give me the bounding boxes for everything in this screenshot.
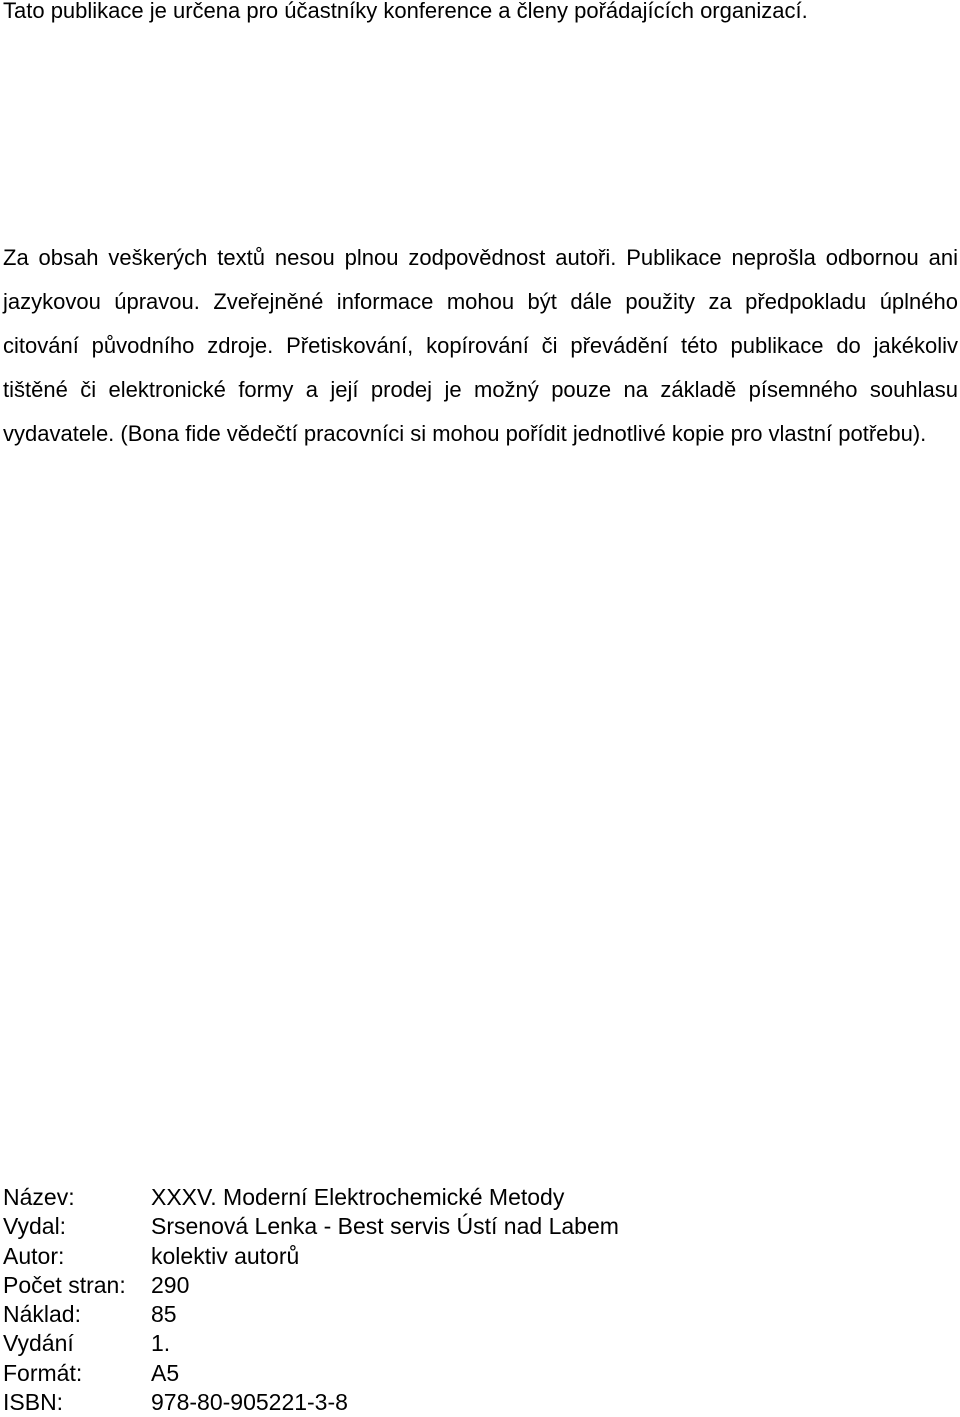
intro-paragraph: Tato publikace je určena pro účastníky konference a členy pořádajících organizací. xyxy=(3,0,808,23)
colophon-row-title xyxy=(3,1183,943,1212)
colophon-label: Vydal: xyxy=(3,1213,67,1240)
copyright-notice-paragraph: Za obsah veškerých textů nesou plnou zodpovědnost autoři. Publikace neprošla odbornou ani jazykovou úpravou. Zveřejněné informace mohou být dále použity za předpokladu úplného citování původního zdroje. Přetiskování, kopírování či převádění této publikace do jakékoliv tištěné či elektronické formy a její prodej je možný pouze na základě písemného souhlasu vydavatele. (Bona fide vědečtí pracovníci si mohou pořídit jednotlivé kopie pro vlastní potřebu). xyxy=(3,245,958,446)
colophon-value: A5 xyxy=(151,1359,180,1386)
colophon-value: XXXV. Moderní Elektrochemické Metody xyxy=(151,1184,565,1210)
colophon-value: kolektiv autorů xyxy=(151,1242,300,1269)
colophon-value: 85 xyxy=(151,1301,177,1328)
colophon-row-isbn xyxy=(3,1388,943,1417)
colophon-label: Náklad: xyxy=(3,1301,81,1328)
colophon-value: Srsenová Lenka - Best servis Ústí nad Labem xyxy=(151,1213,619,1240)
colophon-row-print-run xyxy=(3,1300,943,1329)
colophon-value: 978-80-905221-3-8 xyxy=(151,1389,348,1416)
colophon-label: Počet stran: xyxy=(3,1271,126,1298)
colophon-row-author xyxy=(3,1242,943,1271)
colophon-label: Název: xyxy=(3,1184,75,1210)
colophon-label: ISBN: xyxy=(3,1389,64,1416)
colophon-row-page-count xyxy=(3,1271,943,1300)
colophon-value: 290 xyxy=(151,1271,190,1298)
colophon-row-publisher xyxy=(3,1212,943,1241)
colophon-label: Autor: xyxy=(3,1242,65,1269)
colophon-row-format xyxy=(3,1359,943,1388)
colophon-value: 1. xyxy=(151,1330,171,1357)
colophon-label: Vydání xyxy=(3,1330,74,1357)
colophon-label: Formát: xyxy=(3,1359,83,1386)
colophon xyxy=(3,1183,943,1417)
colophon-row-edition xyxy=(3,1329,943,1358)
